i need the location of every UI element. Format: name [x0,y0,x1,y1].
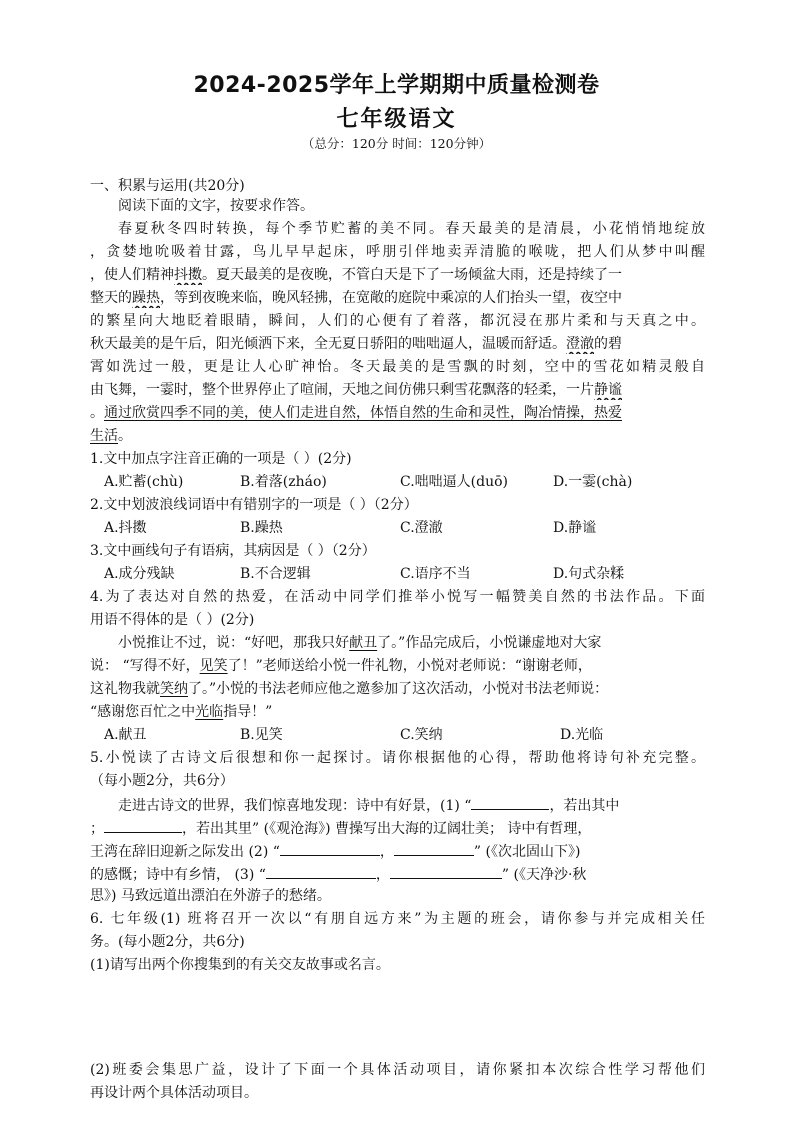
q5-text: ” (《次北固山下》) [473,844,581,860]
q2-option-a[interactable]: A.抖擞 [104,520,147,536]
passage-line [90,426,705,446]
q5-line [118,794,705,816]
q1-option-b[interactable]: B.着落(zháo) [240,474,327,490]
underlined-sentence-end: 生活 [90,428,118,444]
section-heading: 一、积累与运用(共20分) [90,178,245,194]
passage-text: ，使人们精神 [90,267,174,283]
passage-text: 由飞舞，一霎时，整个世界停止了喧闹，天地之间仿佛只剩雪花飘落的轻柔，一片 [90,382,594,398]
passage-text: 了！”老师送给小悦一件礼物，小悦对老师说：“谢谢老师， [227,658,592,674]
question-4-stem: 4.为了表达对自然的热爱，在活动中同学们推举小悦写一幅赞美自然的书法作品。下面 [90,589,705,605]
answer-blank[interactable] [471,794,549,810]
passage-text: 这礼物我就 [90,681,160,697]
question-5-stem: 5.小悦读了古诗文后很想和你一起探讨。请你根据他的心得，帮助他将诗句补充完整。 [90,750,705,766]
q5-text: 王湾在辞旧迎新之际发出 (2) “ [90,844,280,860]
question-6-stem-cont: 务。(每小题2分，共6分) [90,934,245,950]
passage-line: 霄如洗过一般，更是让人心旷神怡。冬天最美的是雪飘的时刻，空中的雪花如精灵般自 [90,359,705,375]
q5-line [90,840,705,862]
passage-line: 的繁星向大地眨着眼睛，瞬间，人们的心便有了着落，都沉浸在那片柔和与天真之中。 [90,313,705,329]
q5-text: 的感慨；诗中有乡情， (3) “ [90,867,266,883]
q2-option-b[interactable]: B.躁热 [240,520,283,536]
passage-text: ，等到夜晚来临，晚风轻拂，在宽敞的庭院中乘凉的人们抬头一望，夜空中 [160,290,622,306]
q4-passage-line [90,679,705,699]
passage-text: 指导！” [223,704,273,720]
question-6-sub-1: (1)请写出两个你搜集到的有关交友故事或名言。 [90,957,390,973]
q2-option-d[interactable]: D.静谧 [553,520,597,536]
answer-blank[interactable] [104,817,182,833]
underlined-word-xiaona: 笑纳 [160,681,188,697]
q5-text: ； [90,821,104,837]
q1-option-a[interactable]: A.贮蓄(chù) [104,474,184,490]
passage-text: 了。”小悦的书法老师应他之邀参加了这次活动，小悦对书法老师说： [188,681,609,697]
underlined-word-jianxiao: 见笑 [199,658,228,674]
question-5-stem-cont: （每小题2分，共6分） [90,773,234,789]
q5-text: ” (《天净沙·秋 [501,867,587,883]
passage-text: 的碧 [594,336,622,352]
wavy-word-zaore: 躁热 [132,290,160,306]
q4-option-c[interactable]: C.笑纳 [400,727,443,743]
passage-text: 秋天最美的是午后，阳光倾洒下来，全无夏日骄阳的咄咄逼人，温暖而舒适。 [90,336,566,352]
q4-option-b[interactable]: B.见笑 [240,727,283,743]
passage-text: 。 [118,428,132,444]
q1-option-c[interactable]: C.咄咄逼人(duō) [400,474,508,490]
exam-subject: 七年级语文 [336,107,457,132]
passage-text: 了。”作品完成后，小悦谦虚地对大家 [377,635,602,651]
q5-line [90,817,705,839]
q5-text: 走进古诗文的世界，我们惊喜地发现：诗中有好景，(1) “ [118,798,472,814]
passage-line [90,265,705,285]
underlined-word-xianchou: 献丑 [349,635,378,651]
q5-line [90,863,705,885]
section-instruction: 阅读下面的文字，按要求作答。 [118,198,314,214]
answer-blank[interactable] [390,863,502,879]
q5-text: ，若出其里” (《观沧海》) 曹操写出大海的辽阔壮美； 诗中有哲理， [182,821,592,837]
passage-line [90,334,705,354]
underlined-sentence: 通过欣赏四季不同的美，使人们走进自然，体悟自然的生命和灵性，陶冶情操，热爱 [104,405,622,421]
answer-blank[interactable] [280,840,380,856]
q5-text: ， [379,844,394,860]
question-4-stem-cont: 用语不得体的是（ ）(2分) [90,612,255,628]
q4-option-d[interactable]: D.光临 [560,727,604,743]
passage-text: 说： “写得不好， [90,658,200,674]
q5-text: ，若出其中 [549,798,620,814]
question-6-sub-2: (2)班委会集思广益，设计了下面一个具体活动项目，请你紧扣本次综合性学习帮他们 [90,1062,705,1078]
question-3-stem: 3.文中画线句子有语病，其病因是（ ）（2分） [90,543,376,559]
exam-title: 2024-2025学年上学期期中质量检测卷 [193,73,600,98]
q3-option-c[interactable]: C.语序不当 [400,566,471,582]
q4-passage-line [118,633,705,653]
passage-line [90,403,705,423]
q3-option-b[interactable]: B.不合逻辑 [240,566,311,582]
q2-option-c[interactable]: C.澄澈 [400,520,443,536]
question-1-stem: 1.文中加点字注音正确的一项是（ ）(2分) [90,451,352,467]
underlined-word-guanglin: 光临 [195,704,224,720]
question-2-stem: 2.文中划波浪线词语中有错别字的一项是（ ）（2分） [90,497,418,513]
passage-text: 。夏天最美的是夜晚，不管白天是下了一场倾盆大雨，还是持续了一 [202,267,622,283]
passage-line: 春夏秋冬四时转换，每个季节贮蓄的美不同。春天最美的是清晨，小花悄悄地绽放 [118,221,705,237]
passage-line [90,380,705,400]
answer-blank[interactable] [394,840,474,856]
passage-line: ，贪婪地吮吸着甘露，鸟儿早早起床，呼朋引伴地卖弄清脆的喉咙，把人们从梦中叫醒 [90,244,705,260]
wavy-word-doushou: 抖擞 [174,267,202,283]
q4-option-a[interactable]: A.献丑 [104,727,147,743]
question-6-sub-2-cont: 再设计两个具体活动项目。 [90,1085,258,1101]
wavy-word-chengche: 澄澈 [566,336,594,352]
passage-text: 。 [90,405,104,421]
q1-option-d[interactable]: D.一霎(chà) [553,474,633,490]
passage-text: 整天的 [90,290,132,306]
answer-blank[interactable] [266,863,376,879]
exam-meta: （总分：120分 时间：120分钟） [301,136,492,151]
wavy-word-jingmi: 静谧 [594,382,622,398]
q3-option-d[interactable]: D.句式杂糅 [553,566,625,582]
passage-text: 小悦推让不过，说：“好吧，那我只好 [118,635,350,651]
q5-line: 思》) 马致远道出漂泊在外游子的愁绪。 [90,888,331,904]
q4-passage-line [90,656,705,676]
passage-text: “感谢您百忙之中 [90,704,196,720]
q4-passage-line [90,702,705,722]
question-6-stem: 6. 七年级(1) 班将召开一次以“有朋自远方来”为主题的班会，请你参与并完成相关任 [90,911,705,927]
q3-option-a[interactable]: A.成分残缺 [104,566,175,582]
q5-text: ， [375,867,390,883]
passage-line [90,288,705,308]
